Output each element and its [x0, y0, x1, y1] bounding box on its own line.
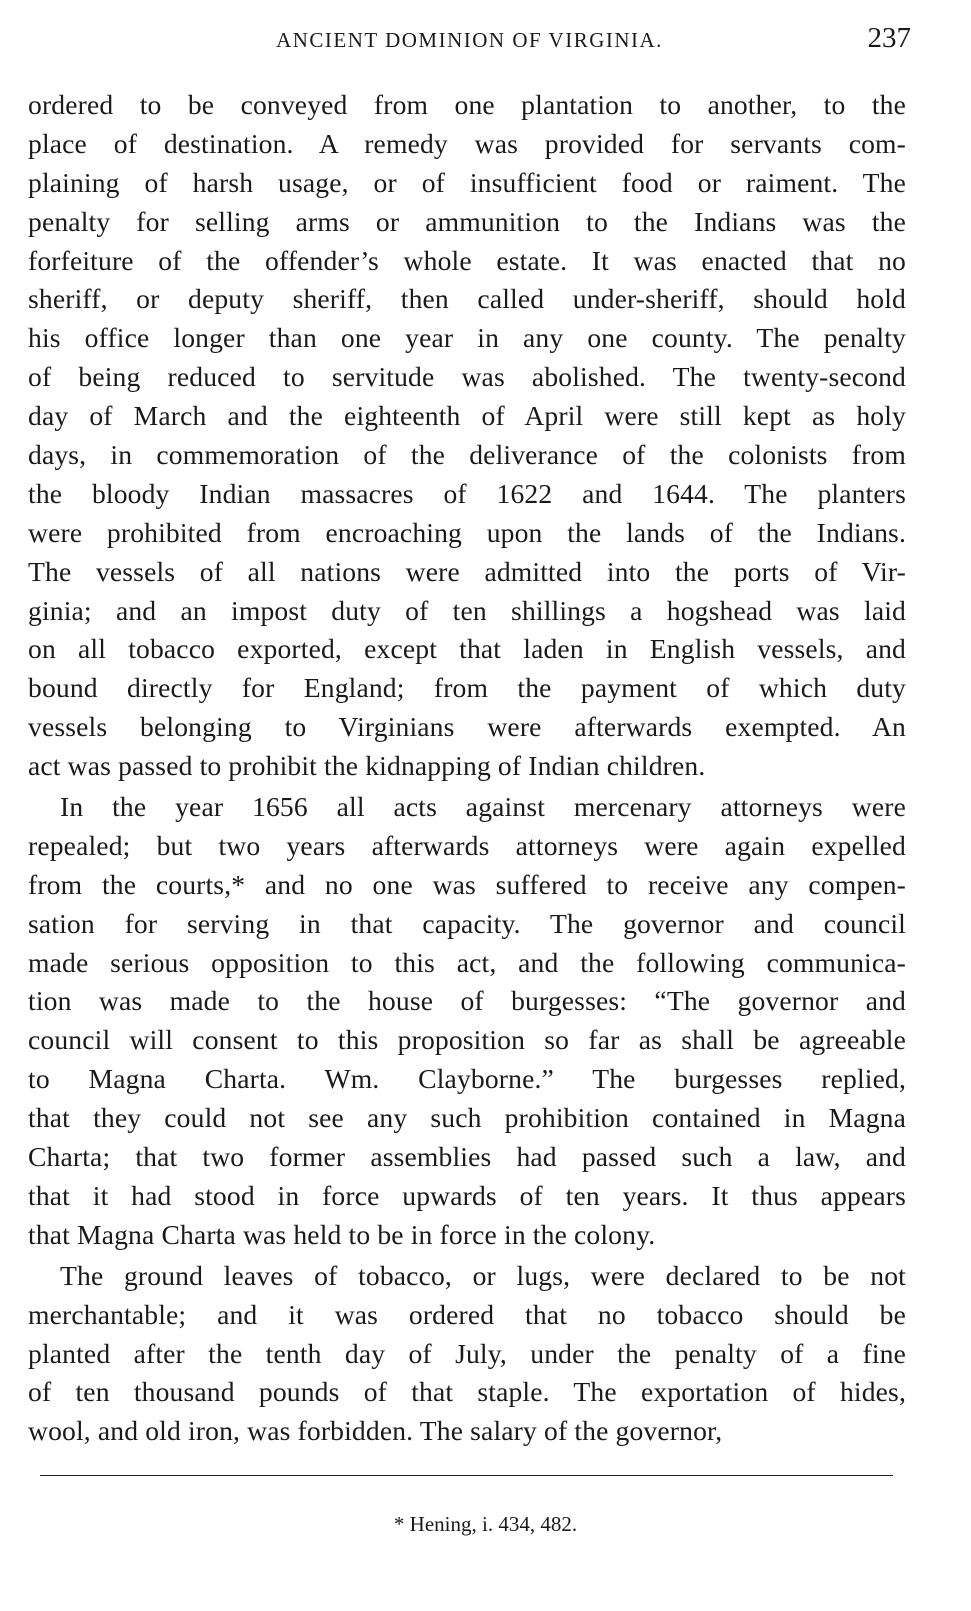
paragraph-3 [28, 1257, 906, 1451]
text-line: vessels belonging to Virginians were afterwards exempted. An [28, 711, 906, 743]
text-line: plaining of harsh usage, or of insufficient food or raiment. The [28, 166, 906, 198]
text-line: were prohibited from encroaching upon the lands of the Indians. [28, 516, 906, 548]
text-line: that Magna Charta was held to be in force in the colony. [28, 1218, 656, 1250]
footnote: * Hening, i. 434, 482. [393, 1512, 578, 1536]
text-line: act was passed to prohibit the kidnapping of Indian children. [28, 750, 706, 782]
text-line: ordered to be conveyed from one plantation to another, to the [28, 89, 906, 120]
page-number: 237 [867, 22, 911, 54]
text-line: that they could not see any such prohibition contained in Magna [28, 1102, 906, 1134]
text-line: planted after the tenth day of July, under the penalty of a fine [28, 1337, 906, 1369]
text-line: Charta; that two former assemblies had passed such a law, and [28, 1141, 906, 1173]
text-line: The vessels of all nations were admitted into the ports of Vir- [28, 555, 906, 587]
text-line: day of March and the eighteenth of April were still kept as holy [28, 400, 906, 432]
text-line: forfeiture of the offender’s whole estate. It was enacted that no [28, 244, 906, 276]
text-line: sheriff, or deputy sheriff, then called under-sheriff, should hold [28, 283, 906, 315]
text-line: repealed; but two years afterwards attorneys were again expelled [28, 829, 906, 861]
text-line: wool, and old iron, was forbidden. The salary of the governor, [28, 1415, 723, 1447]
text-line: from the courts,* and no one was suffered to receive any compen- [28, 868, 906, 900]
text-line: place of destination. A remedy was provided for servants com- [28, 127, 906, 159]
page-header [28, 22, 911, 62]
text-line: ginia; and an impost duty of ten shillings a hogshead was laid [28, 594, 906, 626]
text-line: of being reduced to servitude was abolished. The twenty-second [28, 361, 906, 393]
body-text [28, 86, 906, 1451]
text-line: that it had stood in force upwards of ten years. It thus appears [28, 1179, 906, 1211]
text-line: on all tobacco exported, except that laden in English vessels, and [28, 633, 906, 665]
text-line: his office longer than one year in any one county. The penalty [28, 322, 906, 354]
text-line: In the year 1656 all acts against mercenary attorneys were [60, 791, 906, 823]
text-line: made serious opposition to this act, and the following communica- [28, 946, 906, 978]
text-line: of ten thousand pounds of that staple. The exportation of hides, [28, 1376, 906, 1408]
text-line: penalty for selling arms or ammunition to the Indians was the [28, 205, 906, 237]
text-line: to Magna Charta. Wm. Clayborne.” The burgesses replied, [28, 1063, 906, 1095]
paragraph-1 [28, 86, 906, 786]
text-line: tion was made to the house of burgesses: “The governor and [28, 985, 906, 1017]
text-line: merchantable; and it was ordered that no tobacco should be [28, 1298, 906, 1330]
text-line: The ground leaves of tobacco, or lugs, were declared to be not [60, 1259, 906, 1291]
text-line: bound directly for England; from the payment of which duty [28, 672, 906, 704]
running-title: ANCIENT DOMINION OF VIRGINIA. [276, 28, 663, 52]
text-line: days, in commemoration of the deliverance of the colonists from [28, 439, 906, 471]
paragraph-2 [28, 788, 906, 1255]
text-line: sation for serving in that capacity. The governor and council [28, 907, 906, 939]
text-line: council will consent to this proposition so far as shall be agreeable [28, 1024, 906, 1056]
footnote-divider [40, 1475, 893, 1476]
text-line: the bloody Indian massacres of 1622 and 1644. The planters [28, 477, 906, 509]
